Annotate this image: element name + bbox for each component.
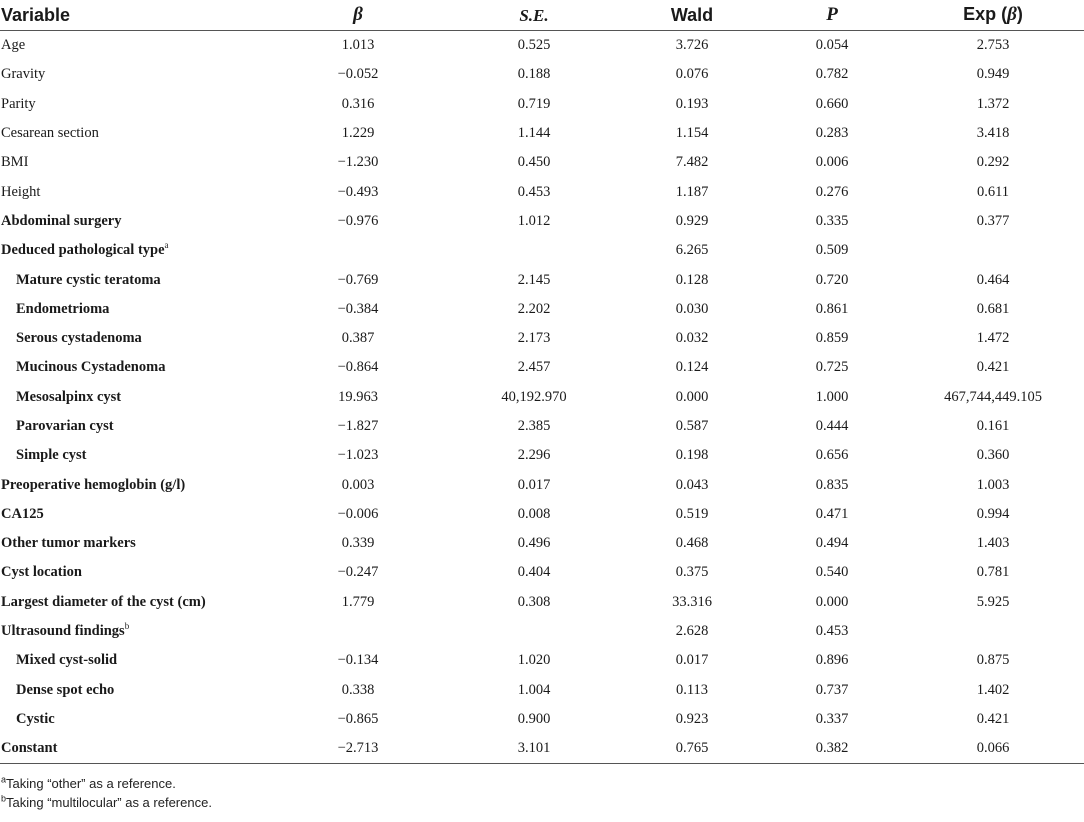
cell-wald: 3.726 (675, 37, 709, 54)
variable-label: Abdominal surgery (1, 212, 122, 229)
header-beta-symbol: β (353, 4, 363, 25)
variable-label: Preoperative hemoglobin (g/l) (1, 476, 186, 493)
cell-exp: 0.421 (976, 359, 1010, 376)
cell-variable (0, 441, 270, 470)
cell-p: 0.859 (815, 330, 849, 347)
cell-p: 0.453 (815, 623, 849, 640)
variable-label: Cesarean section (1, 125, 99, 142)
cell-beta: −0.493 (337, 183, 379, 200)
cell-exp: 1.472 (976, 330, 1010, 347)
cell-exp: 1.003 (976, 476, 1010, 493)
footnote-mark: b (1, 794, 7, 805)
table-row (0, 31, 1084, 61)
cell-variable (0, 500, 270, 529)
table-row (0, 705, 1084, 734)
cell-beta: 19.963 (338, 388, 378, 405)
cell-se: 2.145 (517, 271, 551, 288)
variable-label: Cyst location (1, 564, 82, 581)
variable-label: Serous cystadenoma (16, 330, 142, 347)
cell-variable (0, 295, 270, 324)
cell-beta: −0.976 (337, 212, 379, 229)
cell-p: 0.737 (815, 681, 849, 698)
cell-wald: 0.375 (675, 564, 709, 581)
cell-exp: 0.161 (976, 418, 1010, 434)
table-header (0, 0, 1084, 31)
cell-variable (0, 705, 270, 734)
cell-wald: 0.765 (622, 734, 762, 764)
table-row (0, 90, 1084, 119)
table-row (0, 177, 1084, 206)
cell-p: 0.835 (815, 476, 849, 493)
cell-se: 1.144 (517, 125, 551, 142)
cell-p: 0.444 (815, 418, 849, 434)
table-row (0, 60, 1084, 89)
cell-se: 0.450 (517, 154, 551, 171)
cell-p: 0.494 (815, 535, 849, 552)
cell-exp: 0.681 (976, 300, 1010, 317)
cell-p: 0.720 (815, 271, 849, 288)
cell-wald: 0.017 (675, 652, 709, 669)
cell-variable (0, 353, 270, 382)
cell-variable (0, 676, 270, 705)
table-row (0, 734, 1084, 764)
cell-p: 0.896 (815, 652, 849, 669)
variable-label: Mature cystic teratoma (16, 271, 161, 288)
cell-p: 0.335 (815, 212, 849, 229)
cell-p: 0.006 (815, 154, 849, 171)
cell-variable (0, 265, 270, 294)
cell-p: 1.000 (815, 388, 849, 405)
cell-p: 0.337 (815, 710, 849, 727)
cell-se: 2.173 (517, 330, 551, 347)
cell-exp: 0.377 (976, 212, 1010, 229)
cell-variable (0, 177, 270, 206)
table-row (0, 676, 1084, 705)
cell-wald: 0.043 (675, 476, 709, 493)
cell-exp: 2.753 (976, 37, 1010, 54)
cell-p: 0.054 (815, 37, 849, 54)
cell-beta: 0.003 (341, 476, 375, 493)
cell-exp: 0.066 (902, 734, 1084, 764)
cell-se: 0.308 (517, 593, 551, 610)
cell-wald: 0.076 (675, 66, 709, 83)
cell-variable (0, 734, 270, 764)
header-beta (270, 0, 446, 31)
cell-p: 0.382 (762, 734, 902, 764)
cell-wald: 33.316 (672, 593, 712, 610)
variable-label: Parovarian cyst (16, 418, 114, 434)
footnote (1, 776, 1084, 795)
variable-label: Age (1, 37, 26, 54)
cell-wald: 0.929 (675, 212, 709, 229)
cell-variable (0, 236, 270, 265)
variable-label: CA125 (1, 505, 44, 522)
cell-beta (270, 617, 446, 646)
cell-se: 1.004 (517, 681, 551, 698)
cell-se: 2.457 (517, 359, 551, 376)
cell-wald: 0.032 (675, 330, 709, 347)
cell-exp: 0.949 (976, 66, 1010, 83)
header-exp-beta-symbol: β (1007, 4, 1017, 25)
cell-se: 0.900 (517, 710, 551, 727)
cell-variable (0, 558, 270, 587)
variable-label: Ultrasound findings (1, 623, 125, 640)
cell-wald: 0.000 (675, 388, 709, 405)
cell-beta: 1.779 (341, 593, 375, 610)
cell-wald: 0.468 (675, 535, 709, 552)
footnote-text: Taking “other” as a reference. (6, 776, 176, 792)
cell-se: 1.020 (517, 652, 551, 669)
table-row (0, 500, 1084, 529)
cell-beta: −0.247 (337, 564, 379, 581)
cell-se: 2.385 (517, 418, 551, 434)
cell-se: 2.296 (517, 447, 551, 464)
cell-exp (902, 236, 1084, 265)
cell-wald: 0.193 (675, 95, 709, 112)
cell-beta: 0.316 (341, 95, 375, 112)
cell-exp (902, 617, 1084, 646)
cell-se: 0.719 (517, 95, 551, 112)
variable-label: Mixed cyst-solid (16, 652, 118, 669)
cell-wald: 0.519 (675, 505, 709, 522)
cell-se: 0.525 (517, 37, 551, 54)
variable-label: Simple cyst (16, 447, 87, 464)
cell-exp: 1.372 (976, 95, 1010, 112)
footnote-marker: b (124, 621, 130, 632)
footnote-mark: a (1, 775, 7, 786)
cell-exp: 467,744,449.105 (944, 388, 1042, 405)
cell-beta: −0.769 (337, 271, 379, 288)
cell-beta: −1.827 (337, 418, 379, 434)
cell-exp: 0.875 (976, 652, 1010, 669)
table-row (0, 646, 1084, 675)
cell-p: 0.000 (815, 593, 849, 610)
header-p-label: P (826, 4, 838, 25)
cell-exp: 0.421 (976, 710, 1010, 727)
variable-label: Mucinous Cystadenoma (16, 359, 166, 376)
cell-p: 0.656 (815, 447, 849, 464)
cell-beta: −0.006 (337, 505, 379, 522)
variable-label: Parity (1, 95, 36, 112)
cell-se: 3.101 (446, 734, 622, 764)
header-exp-prefix: Exp ( (963, 4, 1008, 24)
cell-variable (0, 148, 270, 177)
cell-exp: 0.994 (976, 505, 1010, 522)
cell-variable (0, 324, 270, 353)
cell-exp: 0.464 (976, 271, 1010, 288)
variable-label: Constant (1, 740, 58, 757)
header-variable: Variable (0, 0, 270, 31)
cell-variable (0, 90, 270, 119)
table-row (0, 529, 1084, 558)
cell-beta: −0.052 (337, 66, 379, 83)
table-body (0, 31, 1084, 764)
table-row (0, 470, 1084, 499)
table-row (0, 558, 1084, 587)
cell-se: 1.012 (517, 212, 551, 229)
cell-wald: 1.187 (675, 183, 709, 200)
cell-wald: 0.128 (675, 271, 709, 288)
cell-variable (0, 31, 270, 61)
cell-se: 0.496 (517, 535, 551, 552)
cell-variable (0, 646, 270, 675)
cell-wald: 0.113 (675, 681, 709, 698)
footnote (1, 795, 1084, 814)
header-wald: Wald (622, 0, 762, 31)
cell-se: 40,192.970 (501, 388, 567, 405)
cell-wald: 0.030 (675, 300, 709, 317)
cell-se: 0.017 (517, 476, 551, 493)
table-row (0, 383, 1084, 412)
cell-exp: 1.402 (976, 681, 1010, 698)
table-row (0, 265, 1084, 294)
cell-exp: 3.418 (976, 125, 1010, 142)
cell-wald: 7.482 (675, 154, 709, 171)
cell-exp: 1.403 (976, 535, 1010, 552)
variable-label: Gravity (1, 66, 46, 83)
cell-exp: 0.611 (976, 183, 1010, 200)
cell-beta: −0.865 (337, 710, 379, 727)
cell-se: 0.188 (517, 66, 551, 83)
table-row (0, 588, 1084, 617)
variable-label: Cystic (16, 710, 55, 727)
header-se (446, 0, 622, 31)
cell-variable (0, 60, 270, 89)
variable-label: Endometrioma (16, 300, 110, 317)
cell-beta: −0.134 (337, 652, 379, 669)
table-row (0, 353, 1084, 382)
table-row (0, 412, 1084, 441)
cell-p: 0.509 (815, 242, 849, 259)
cell-variable (0, 470, 270, 499)
cell-variable (0, 207, 270, 236)
cell-beta: 0.339 (341, 535, 375, 552)
cell-variable (0, 412, 270, 441)
cell-beta: 0.387 (341, 330, 375, 347)
cell-exp: 5.925 (976, 593, 1010, 610)
table-row (0, 236, 1084, 265)
cell-wald: 2.628 (675, 623, 709, 640)
table-row (0, 617, 1084, 646)
table-row (0, 441, 1084, 470)
table-row (0, 119, 1084, 148)
cell-beta: 1.229 (341, 125, 375, 142)
cell-wald: 0.923 (675, 710, 709, 727)
variable-label: BMI (1, 154, 29, 171)
cell-se (446, 617, 622, 646)
cell-se: 2.202 (517, 300, 551, 317)
cell-wald: 0.587 (675, 418, 709, 434)
cell-p: 0.861 (815, 300, 849, 317)
cell-se: 0.008 (517, 505, 551, 522)
variable-label: Height (1, 183, 41, 200)
variable-label: Deduced pathological type (1, 242, 165, 259)
table-row (0, 324, 1084, 353)
header-exp-beta (902, 0, 1084, 31)
header-exp-suffix: ) (1016, 4, 1023, 24)
cell-se: 0.453 (517, 183, 551, 200)
cell-variable (0, 529, 270, 558)
table-row (0, 295, 1084, 324)
cell-p: 0.540 (815, 564, 849, 581)
variable-label: Other tumor markers (1, 535, 136, 552)
table-row (0, 207, 1084, 236)
cell-p: 0.283 (815, 125, 849, 142)
cell-beta: 1.013 (341, 37, 375, 54)
variable-label: Dense spot echo (16, 681, 115, 698)
cell-se (446, 236, 622, 265)
cell-exp: 0.360 (976, 447, 1010, 464)
cell-variable (0, 119, 270, 148)
cell-variable (0, 383, 270, 412)
cell-exp: 0.781 (976, 564, 1010, 581)
cell-p: 0.471 (815, 505, 849, 522)
header-row (0, 0, 1084, 31)
variable-label: Mesosalpinx cyst (16, 388, 122, 405)
cell-p: 0.660 (815, 95, 849, 112)
cell-p: 0.782 (815, 66, 849, 83)
header-p (762, 0, 902, 31)
footnote-text: Taking “multilocular” as a reference. (6, 795, 212, 811)
cell-variable (0, 617, 270, 646)
cell-wald: 0.198 (675, 447, 709, 464)
cell-beta: −1.023 (337, 447, 379, 464)
cell-p: 0.276 (815, 183, 849, 200)
cell-variable (0, 588, 270, 617)
cell-beta: −1.230 (337, 154, 379, 171)
cell-beta: −2.713 (270, 734, 446, 764)
cell-exp: 0.292 (976, 154, 1010, 171)
footnotes (0, 776, 1084, 814)
table-row (0, 148, 1084, 177)
cell-se: 0.404 (517, 564, 551, 581)
cell-beta: −0.384 (337, 300, 379, 317)
cell-wald: 1.154 (675, 125, 709, 142)
cell-wald: 6.265 (675, 242, 709, 259)
cell-beta: −0.864 (337, 359, 379, 376)
cell-beta: 0.338 (341, 681, 375, 698)
footnote-marker: a (164, 240, 169, 251)
cell-p: 0.725 (815, 359, 849, 376)
variable-label: Largest diameter of the cyst (cm) (1, 593, 206, 610)
header-se-label: S.E. (519, 5, 549, 25)
cell-beta (270, 236, 446, 265)
cell-wald: 0.124 (675, 359, 709, 376)
